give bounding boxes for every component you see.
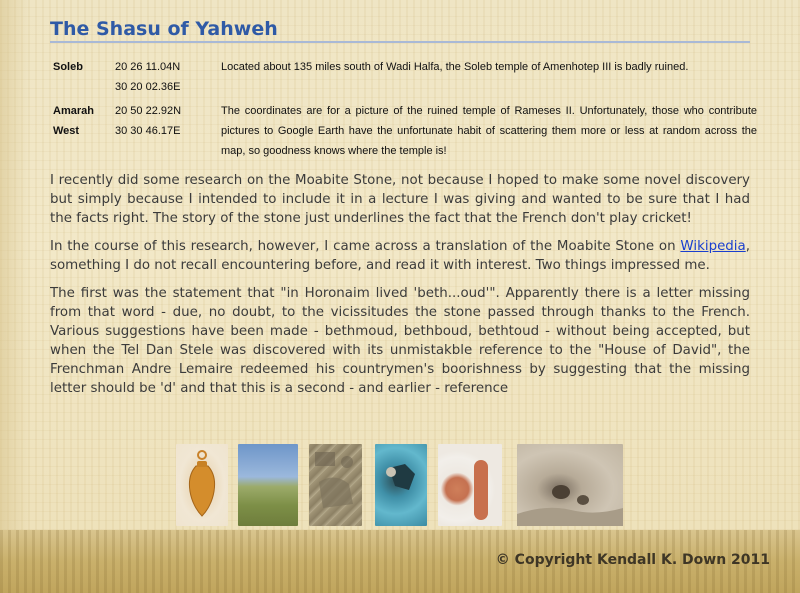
article-paragraph: I recently did some research on the Moabite Stone, not because I hoped to make some novel discovery but simply because I intended to include it in a lecture I was giving and wanted to be sure that I had the facts right. The story of the stone just underlines the fact that the French don't play cricket! <box>50 173 750 226</box>
diver-shape <box>375 444 427 526</box>
article-paragraph <box>50 237 750 275</box>
latitude: 20 26 11.04N <box>115 61 181 73</box>
site-name: Soleb <box>53 61 83 73</box>
table-row <box>50 55 760 99</box>
landscape-field-image[interactable] <box>238 444 298 526</box>
coordinates-table <box>50 55 760 163</box>
site-description: Located about 135 miles south of Wadi Halfa, the Soleb temple of Amenhotep III is badly ruined. <box>221 61 689 73</box>
site-name <box>50 99 112 163</box>
page-footer <box>0 530 800 593</box>
copyright-notice: © Copyright Kendall K. Down 2011 <box>495 552 770 568</box>
clay-jars-image[interactable] <box>438 444 502 526</box>
relief-carving-image[interactable] <box>309 444 362 526</box>
article-body <box>50 171 750 434</box>
underwater-diver-image[interactable] <box>375 444 427 526</box>
papyrus-background-edge <box>0 0 30 530</box>
article-paragraph: The first was the statement that "in Horonaim lived 'beth...oud'". Apparently there is a letter missing from that word - due, no doubt, to the vicissitudes the stone passed through thanks to the French. Various suggestions have been made - bethmoud, bethboud, bethtoud - without being accepted, but when the Tel Dan Stele was discovered with its unmistakble reference to the "House of David", the Frenchman Andre Lemaire redeemed his countrymen's boorishness by suggesting that the missing letter should be 'd' and that this is a second - and earlier - reference <box>50 286 750 396</box>
page-title: The Shasu of Yahweh <box>50 18 278 40</box>
site-name-line: Amarah <box>53 105 94 117</box>
paragraph-text: In the course of this research, however, I came across a translation of the Moabite Stone on <box>50 239 681 254</box>
gold-amulet-image[interactable] <box>176 444 228 526</box>
amulet-shape <box>176 444 228 526</box>
site-coordinates <box>112 99 218 163</box>
caves-shape <box>517 444 623 526</box>
paragraph-text: , something I do not recall encountering before, and read it with interest. Two things impressed me. <box>50 239 750 273</box>
site-name-line: West <box>53 125 80 137</box>
rock-caves-image[interactable] <box>517 444 623 526</box>
site-description: The coordinates are for a picture of the ruined temple of Rameses II. Unfortunately, those who contribute pictures to Google Earth have the unfortunate habit of scattering them more or less at random across the map, so goodness knows where the temple is! <box>221 105 757 157</box>
wikipedia-link[interactable]: Wikipedia <box>680 239 746 254</box>
relief-shape <box>309 444 362 526</box>
longitude: 30 30 46.17E <box>115 125 181 137</box>
table-row <box>50 99 760 163</box>
site-coordinates <box>112 55 218 99</box>
latitude: 20 50 22.92N <box>115 105 182 117</box>
title-underline <box>50 41 750 43</box>
longitude: 30 20 02.36E <box>115 81 181 93</box>
